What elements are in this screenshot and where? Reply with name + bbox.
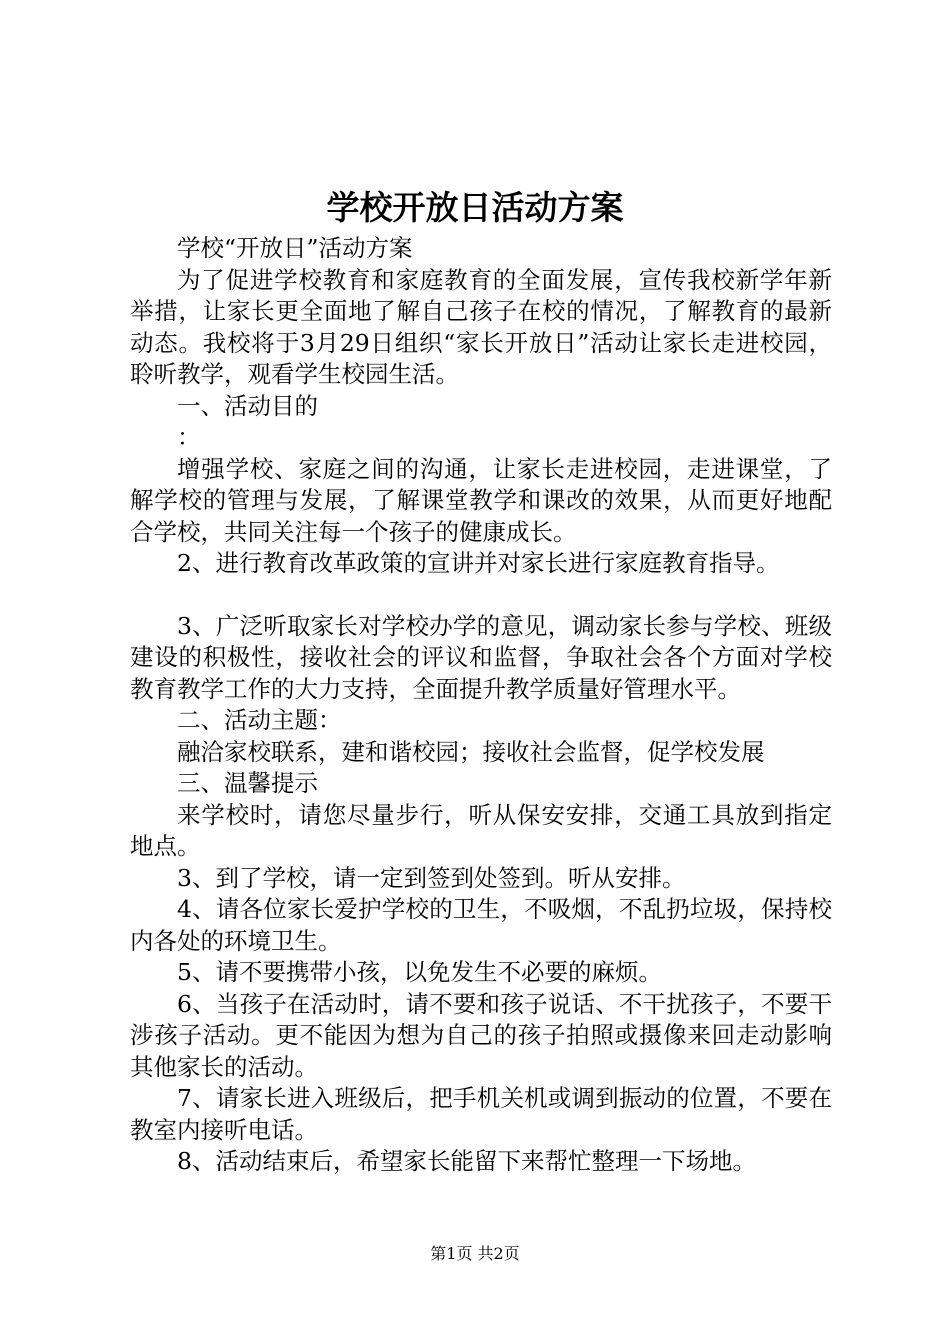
heading-theme: 二、活动主题： xyxy=(177,706,342,734)
document-body xyxy=(130,233,832,1178)
paragraph-tip-3: 3、到了学校，请一定到签到处签到。听从安排。 xyxy=(177,863,686,892)
heading-purpose: 一、活动目的 xyxy=(177,391,318,420)
paragraph-intro: 为了促进学校教育和家庭教育的全面发展，宣传我校新学年新举措，让家长更全面地了解自己孩子在校的情况，了解教育的最新动态。我校将于3月29日组织“家长开放日”活动让家长走进校园，聆听教学，观看学生校园生活。 xyxy=(130,265,832,388)
paragraph-tip-1: 来学校时，请您尽量步行，听从保安安排，交通工具放到指定地点。 xyxy=(130,800,832,860)
page-footer xyxy=(0,1244,950,1264)
paragraph-purpose-3: 3、广泛听取家长对学校办学的意见，调动家长参与学校、班级建设的积极性，接收社会的评议和监督，争取社会各个方面对学校教育教学工作的大力支持，全面提升教学质量好管理水平。 xyxy=(130,611,832,703)
paragraph-subtitle: 学校“开放日”活动方案 xyxy=(177,234,413,262)
paragraph-purpose-2: 2、进行教育改革政策的宣讲并对家长进行家庭教育指导。 xyxy=(177,549,780,577)
paragraph-colon: ： xyxy=(177,423,201,451)
paragraph-tip-4: 4、请各位家长爱护学校的卫生，不吸烟，不乱扔垃圾，保持校内各处的环境卫生。 xyxy=(130,895,832,955)
paragraph-tip-5: 5、请不要携带小孩，以免发生不必要的麻烦。 xyxy=(177,958,662,986)
heading-tips: 三、温馨提示 xyxy=(177,769,318,797)
document-title: 学校开放日活动方案 xyxy=(326,188,624,227)
paragraph-tip-8: 8、活动结束后，希望家长能留下来帮忙整理一下场地。 xyxy=(177,1147,756,1175)
page-number: 第1页 共2页 xyxy=(430,1244,520,1263)
paragraph-theme: 融洽家校联系，建和谐校园；接收社会监督，促学校发展 xyxy=(177,737,765,766)
paragraph-tip-7: 7、请家长进入班级后，把手机关机或调到振动的位置，不要在教室内接听电话。 xyxy=(130,1084,832,1144)
paragraph-tip-6: 6、当孩子在活动时，请不要和孩子说话、不干扰孩子，不要干涉孩子活动。更不能因为想为自己的孩子拍照或摄像来回走动影响其他家长的活动。 xyxy=(130,989,832,1081)
paragraph-purpose-1: 增强学校、家庭之间的沟通，让家长走进校园，走进课堂，了解学校的管理与发展，了解课堂教学和课改的效果，从而更好地配合学校，共同关注每一个孩子的健康成长。 xyxy=(130,454,832,546)
